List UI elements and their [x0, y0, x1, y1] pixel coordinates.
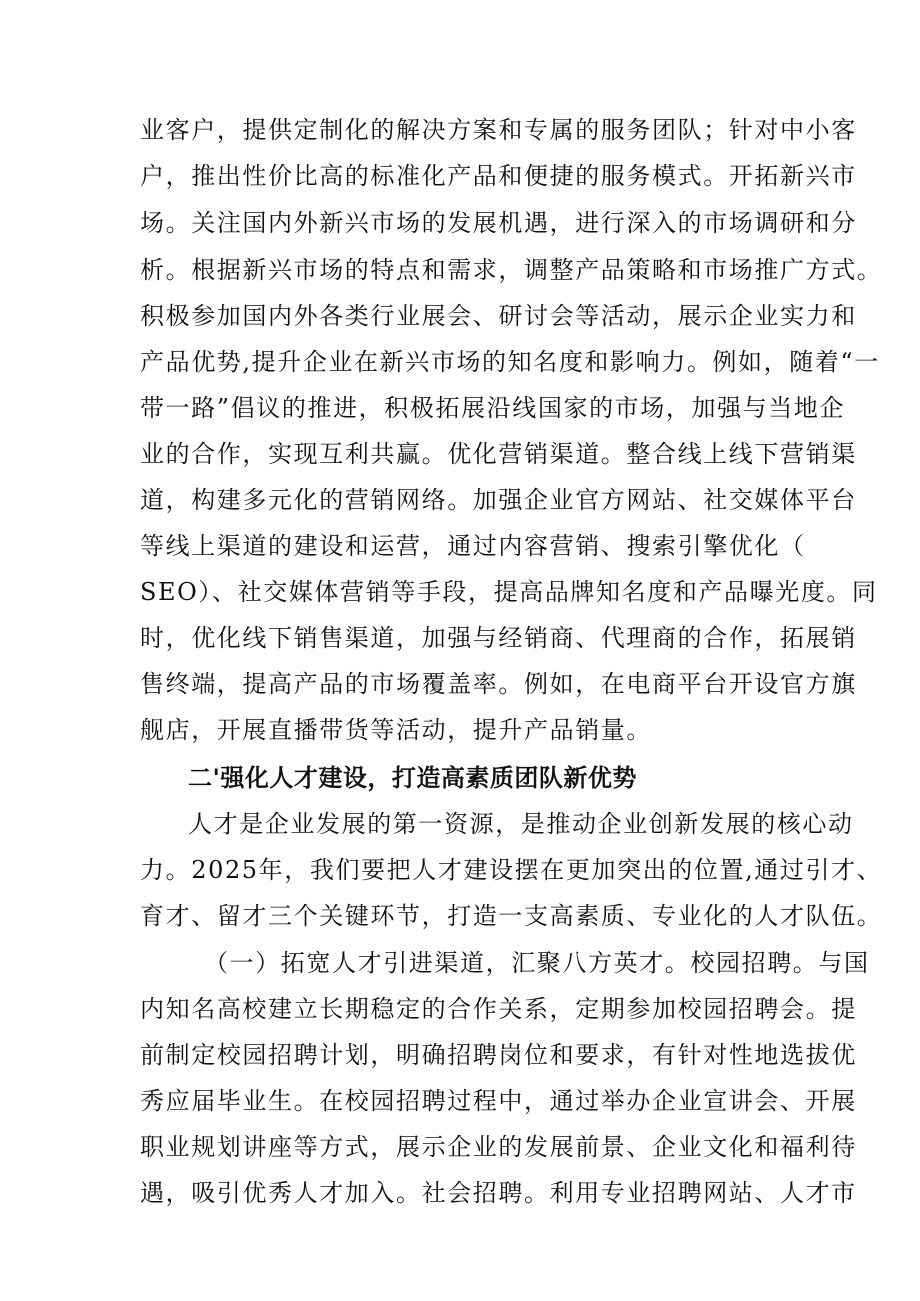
paragraph-line: SEO）、社交媒体营销等手段，提高品牌知名度和产品曝光度。同: [140, 578, 878, 606]
paragraph-line: 人才是企业发展的第一资源，是推动企业创新发展的核心动: [188, 810, 854, 838]
paragraph-line: 业客户，提供定制化的解决方案和专属的服务团队；针对中小客: [140, 116, 857, 144]
paragraph-line: 力。2025年，我们要把人才建设摆在更加突出的位置,通过引才、: [140, 856, 883, 884]
paragraph-line: （一）拓宽人才引进渠道，汇聚八方英才。校园招聘。与国: [204, 949, 870, 977]
section-heading: 二'强化人才建设，打造高素质团队新优势: [188, 764, 637, 792]
paragraph-line: 业的合作，实现互利共赢。优化营销渠道。整合线上线下营销渠: [140, 440, 857, 468]
paragraph-line: 户，推出性价比高的标准化产品和便捷的服务模式。开拓新兴市: [140, 162, 857, 190]
paragraph-line: 时，优化线下销售渠道，加强与经销商、代理商的合作，拓展销: [140, 624, 857, 652]
paragraph-line: 前制定校园招聘计划，明确招聘岗位和要求，有针对性地选拔优: [140, 1041, 857, 1069]
paragraph-line: 带一路”倡议的推进，积极拓展沿线国家的市场，加强与当地企: [140, 394, 846, 422]
paragraph-line: 积极参加国内外各类行业展会、研讨会等活动，展示企业实力和: [140, 302, 857, 330]
paragraph-line: 析。根据新兴市场的特点和需求，调整产品策略和市场推广方式。: [140, 256, 883, 284]
paragraph-line: 遇，吸引优秀人才加入。社会招聘。利用专业招聘网站、人才市: [140, 1179, 857, 1207]
paragraph-line: 育才、留才三个关键环节，打造一支高素质、专业化的人才队伍。: [140, 902, 883, 930]
paragraph-line: 舰店，开展直播带货等活动，提升产品销量。: [140, 716, 652, 744]
paragraph-line: 道，构建多元化的营销网络。加强企业官方网站、社交媒体平台: [140, 486, 857, 514]
paragraph-line: 场。关注国内外新兴市场的发展机遇，进行深入的市场调研和分: [140, 209, 857, 237]
paragraph-line: 内知名高校建立长期稳定的合作关系，定期参加校园招聘会。提: [140, 995, 857, 1023]
paragraph-line: 售终端，提高产品的市场覆盖率。例如，在电商平台开设官方旗: [140, 670, 857, 698]
paragraph-line: 秀应届毕业生。在校园招聘过程中，通过举办企业宣讲会、开展: [140, 1087, 857, 1115]
paragraph-line: 产品优势,提升企业在新兴市场的知名度和影响力。例如，随着“一: [140, 348, 880, 376]
paragraph-line: 等线上渠道的建设和运营，通过内容营销、搜索引擎优化（: [140, 532, 806, 560]
paragraph-line: 职业规划讲座等方式，展示企业的发展前景、企业文化和福利待: [140, 1133, 857, 1161]
